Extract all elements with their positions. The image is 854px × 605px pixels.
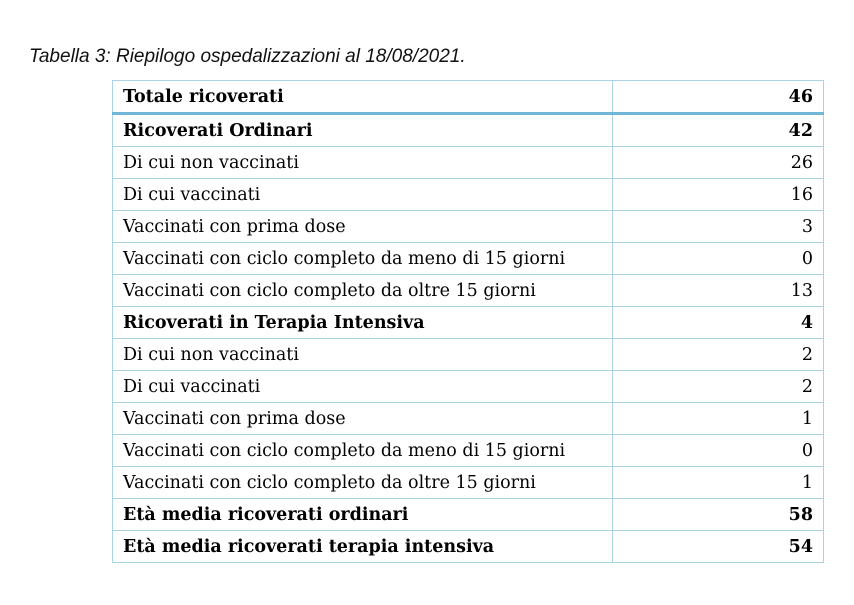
row-label: Totale ricoverati [113, 81, 613, 114]
row-value: 0 [613, 243, 824, 275]
table-row [113, 467, 824, 499]
row-value: 42 [613, 114, 824, 147]
row-label: Vaccinati con prima dose [113, 211, 613, 243]
row-label: Vaccinati con ciclo completo da oltre 15 giorni [113, 467, 613, 499]
table-row [113, 371, 824, 403]
row-label: Vaccinati con ciclo completo da meno di 15 giorni [113, 435, 613, 467]
table-row [113, 147, 824, 179]
table-body [113, 81, 824, 563]
row-value: 1 [613, 467, 824, 499]
row-label: Ricoverati in Terapia Intensiva [113, 307, 613, 339]
row-label: Età media ricoverati ordinari [113, 499, 613, 531]
table-caption: Tabella 3: Riepilogo ospedalizzazioni al 18/08/2021. [29, 46, 466, 67]
table-row [113, 179, 824, 211]
table-row-intensive-care-admitted [113, 307, 824, 339]
table-row [113, 339, 824, 371]
row-label: Di cui vaccinati [113, 179, 613, 211]
row-label: Di cui non vaccinati [113, 339, 613, 371]
row-label: Vaccinati con prima dose [113, 403, 613, 435]
row-value: 16 [613, 179, 824, 211]
row-value: 4 [613, 307, 824, 339]
row-value: 54 [613, 531, 824, 563]
row-value: 2 [613, 371, 824, 403]
hospitalization-summary-table [112, 80, 824, 563]
table-row [113, 243, 824, 275]
row-value: 2 [613, 339, 824, 371]
row-value: 1 [613, 403, 824, 435]
row-label: Età media ricoverati terapia intensiva [113, 531, 613, 563]
row-value: 58 [613, 499, 824, 531]
row-label: Di cui non vaccinati [113, 147, 613, 179]
table-row [113, 211, 824, 243]
table-row-avg-age-intensive [113, 531, 824, 563]
row-label: Di cui vaccinati [113, 371, 613, 403]
row-value: 3 [613, 211, 824, 243]
table-row [113, 435, 824, 467]
row-value: 46 [613, 81, 824, 114]
table-row-total-admitted [113, 81, 824, 114]
row-label: Vaccinati con ciclo completo da oltre 15 giorni [113, 275, 613, 307]
table-row-ordinary-admitted [113, 114, 824, 147]
row-label: Vaccinati con ciclo completo da meno di 15 giorni [113, 243, 613, 275]
table-row [113, 403, 824, 435]
row-value: 26 [613, 147, 824, 179]
table-row-avg-age-ordinary [113, 499, 824, 531]
table-row [113, 275, 824, 307]
row-value: 0 [613, 435, 824, 467]
row-value: 13 [613, 275, 824, 307]
row-label: Ricoverati Ordinari [113, 114, 613, 147]
